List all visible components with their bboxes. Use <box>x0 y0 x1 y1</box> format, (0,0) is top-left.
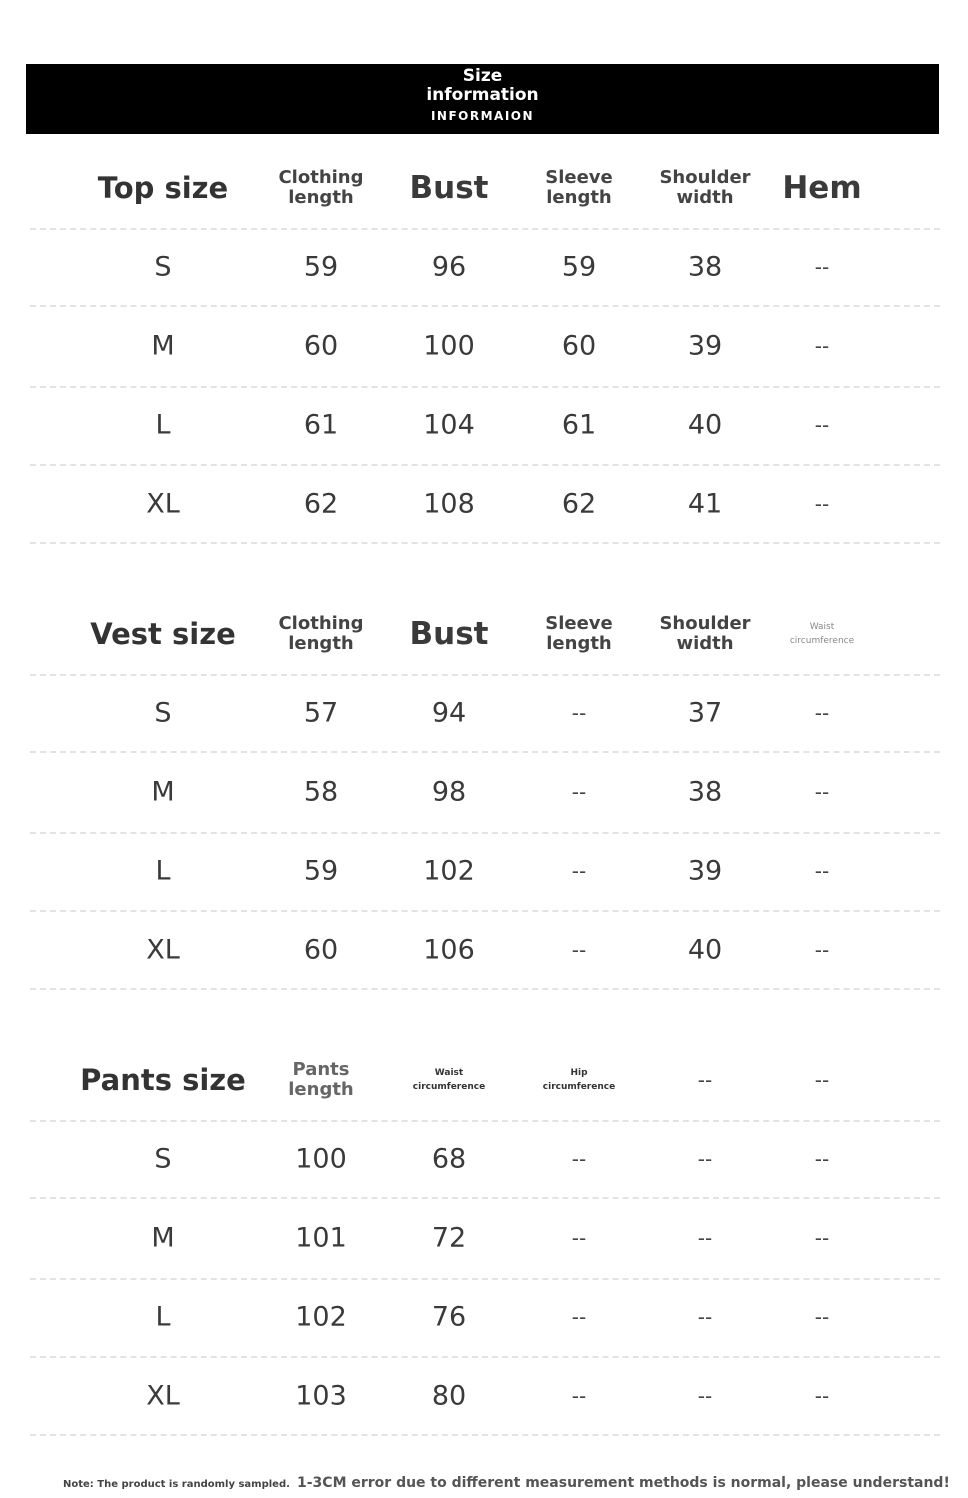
column-header-line: Hem <box>782 170 862 206</box>
table-cell: -- <box>697 1305 713 1329</box>
table-cell: 37 <box>687 697 723 729</box>
table-cell: -- <box>571 859 587 883</box>
table-cell: -- <box>697 1384 713 1408</box>
table-cell: -- <box>814 701 830 725</box>
table-cell: -- <box>814 1384 830 1408</box>
table-cell: -- <box>571 1147 587 1171</box>
table-cell: 96 <box>431 251 467 283</box>
column-header-line: Sleeve <box>545 167 613 188</box>
column-header-line: Clothing <box>278 613 364 634</box>
table-cell: 103 <box>295 1380 347 1412</box>
column-header-line: width <box>676 187 734 208</box>
size-info-banner <box>26 64 939 134</box>
column-header-line: circumference <box>789 636 855 646</box>
table-cell: -- <box>814 255 830 279</box>
row-divider <box>30 1197 940 1199</box>
table-title: Vest size <box>90 617 236 651</box>
table-cell: 80 <box>431 1380 467 1412</box>
table-cell: 40 <box>687 409 723 441</box>
row-divider <box>30 1356 940 1358</box>
column-header <box>410 616 489 652</box>
table-cell: 102 <box>423 855 475 887</box>
column-header-line: Bust <box>409 170 489 206</box>
table-cell: 62 <box>303 488 339 520</box>
table-cell: -- <box>814 938 830 962</box>
table-cell: 59 <box>303 855 339 887</box>
size-label: M <box>151 776 175 808</box>
column-header <box>698 1068 712 1092</box>
size-label: S <box>154 251 172 283</box>
table-cell: 108 <box>423 488 475 520</box>
table-cell: 57 <box>303 697 339 729</box>
row-divider <box>30 1278 940 1280</box>
table-cell: -- <box>814 859 830 883</box>
column-header-line: length <box>288 187 354 208</box>
table-cell: 58 <box>303 776 339 808</box>
table-cell: -- <box>571 701 587 725</box>
row-divider <box>30 1120 940 1122</box>
column-header <box>545 614 613 654</box>
row-divider <box>30 1434 940 1436</box>
size-label: XL <box>146 488 180 520</box>
table-title: Top size <box>97 171 229 205</box>
size-label: L <box>155 1301 171 1333</box>
table-cell: -- <box>814 780 830 804</box>
row-divider <box>30 386 940 388</box>
size-label: S <box>154 1143 172 1175</box>
size-label: M <box>151 330 175 362</box>
banner-title-line1: Size <box>462 66 503 86</box>
table-cell: 102 <box>295 1301 347 1333</box>
column-header-line: length <box>546 187 612 208</box>
banner-title-line2: information <box>426 85 539 105</box>
column-header-line: length <box>546 633 612 654</box>
size-label: XL <box>146 934 180 966</box>
table-cell: -- <box>571 1384 587 1408</box>
table-cell: -- <box>814 1147 830 1171</box>
row-divider <box>30 305 940 307</box>
table-cell: -- <box>814 334 830 358</box>
table-cell: -- <box>571 1305 587 1329</box>
row-divider <box>30 751 940 753</box>
row-divider <box>30 542 940 544</box>
column-header-line: Waist <box>434 1068 464 1078</box>
row-divider <box>30 910 940 912</box>
column-header-line: circumference <box>412 1082 486 1092</box>
footnote <box>0 1474 968 1494</box>
size-label: L <box>155 409 171 441</box>
table-cell: 100 <box>423 330 475 362</box>
table-cell: 68 <box>431 1143 467 1175</box>
table-cell: 94 <box>431 697 467 729</box>
table-cell: 106 <box>423 934 475 966</box>
table-cell: -- <box>814 492 830 516</box>
row-divider <box>30 464 940 466</box>
column-header-line: Sleeve <box>545 613 613 634</box>
row-divider <box>30 832 940 834</box>
column-header <box>659 168 750 208</box>
table-cell: 60 <box>303 934 339 966</box>
table-cell: 62 <box>561 488 597 520</box>
column-header <box>278 168 363 208</box>
column-header <box>288 1060 354 1100</box>
column-header <box>545 168 613 208</box>
column-header-line: Shoulder <box>659 613 751 634</box>
banner-subtitle: INFORMAION <box>430 109 535 123</box>
footnote-error: 1-3CM error due to different measurement methods is normal, please understand! <box>297 1475 950 1491</box>
table-cell: 38 <box>687 251 723 283</box>
column-header <box>815 1068 829 1092</box>
column-header <box>278 614 363 654</box>
column-header-line: Hip <box>570 1068 588 1078</box>
size-label: L <box>155 855 171 887</box>
column-header-line: Shoulder <box>659 167 751 188</box>
table-cell: 40 <box>687 934 723 966</box>
table-cell: 76 <box>431 1301 467 1333</box>
size-label: S <box>154 697 172 729</box>
table-cell: 100 <box>295 1143 347 1175</box>
column-header-line: -- <box>697 1068 713 1092</box>
table-cell: -- <box>814 1226 830 1250</box>
table-cell: -- <box>571 1226 587 1250</box>
row-divider <box>30 988 940 990</box>
table-cell: 101 <box>295 1222 347 1254</box>
column-header <box>659 614 750 654</box>
column-header-line: -- <box>814 1068 830 1092</box>
table-cell: 72 <box>431 1222 467 1254</box>
column-header-line: length <box>288 633 354 654</box>
table-title: Pants size <box>80 1063 246 1097</box>
column-header <box>782 170 861 206</box>
table-cell: 61 <box>303 409 339 441</box>
column-header-line: circumference <box>542 1082 616 1092</box>
table-cell: 41 <box>687 488 723 520</box>
table-cell: -- <box>697 1147 713 1171</box>
table-cell: 98 <box>431 776 467 808</box>
row-divider <box>30 674 940 676</box>
column-header <box>543 1066 615 1094</box>
table-cell: -- <box>571 938 587 962</box>
table-cell: -- <box>814 1305 830 1329</box>
column-header <box>413 1066 485 1094</box>
table-cell: -- <box>814 413 830 437</box>
column-header-line: Pants <box>292 1059 350 1080</box>
table-cell: -- <box>571 780 587 804</box>
table-cell: 61 <box>561 409 597 441</box>
table-cell: -- <box>697 1226 713 1250</box>
column-header-line: width <box>676 633 734 654</box>
size-label: XL <box>146 1380 180 1412</box>
column-header-line: Waist <box>809 622 835 632</box>
size-label: M <box>151 1222 175 1254</box>
column-header <box>410 170 489 206</box>
column-header-line: Bust <box>409 616 489 652</box>
column-header-line: length <box>288 1079 354 1100</box>
table-cell: 60 <box>303 330 339 362</box>
column-header <box>790 620 854 648</box>
table-cell: 39 <box>687 855 723 887</box>
table-cell: 60 <box>561 330 597 362</box>
column-header-line: Clothing <box>278 167 364 188</box>
table-cell: 39 <box>687 330 723 362</box>
row-divider <box>30 228 940 230</box>
table-cell: 104 <box>423 409 475 441</box>
table-cell: 59 <box>303 251 339 283</box>
table-cell: 38 <box>687 776 723 808</box>
table-cell: 59 <box>561 251 597 283</box>
footnote-sampling: Note: The product is randomly sampled. <box>63 1479 290 1490</box>
